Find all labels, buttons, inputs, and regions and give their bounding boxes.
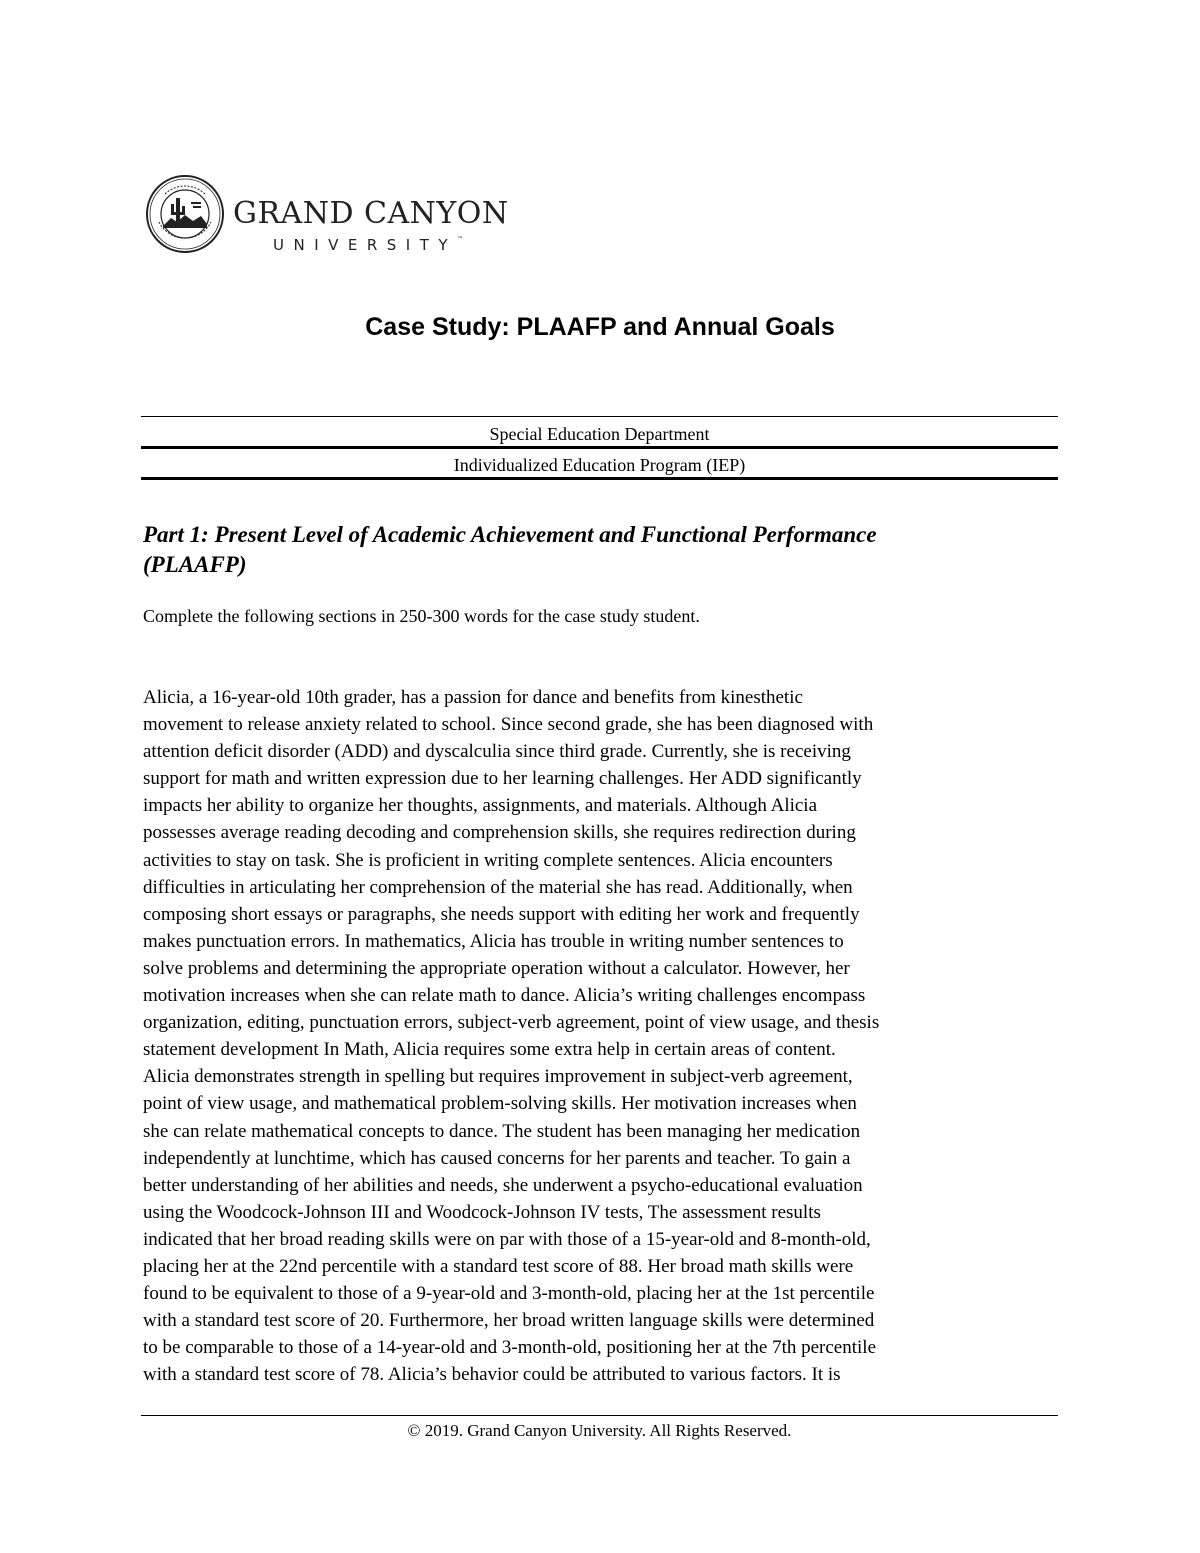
- department-line: Special Education Department: [489, 424, 710, 444]
- body-line: with a standard test score of 20. Furthermore, her broad written language skills were determined: [143, 1310, 875, 1332]
- document-title: Case Study: PLAAFP and Annual Goals: [365, 313, 835, 341]
- plaafp-body-text: [143, 684, 1073, 1388]
- body-line: statement development In Math, Alicia requires some extra help in certain areas of content.: [143, 1039, 836, 1061]
- body-line: Alicia, a 16-year-old 10th grader, has a passion for dance and benefits from kinesthetic: [143, 687, 803, 708]
- body-line: composing short essays or paragraphs, she needs support with editing her work and frequently: [143, 903, 860, 925]
- header-bottom-rule: [141, 477, 1058, 480]
- logo-wordmark: GRAND CANYON: [233, 196, 509, 231]
- body-line: independently at lunchtime, which has caused concerns for her parents and teacher. To gain a: [143, 1147, 851, 1169]
- body-line: support for math and written expression due to her learning challenges. Her ADD significantly: [143, 768, 862, 790]
- body-line: solve problems and determining the appropriate operation without a calculator. However, her: [143, 957, 850, 979]
- gcu-logo: [145, 174, 535, 264]
- part1-heading-line1: Part 1: Present Level of Academic Achievement and Functional Performance: [143, 522, 877, 547]
- copyright-footer: © 2019. Grand Canyon University. All Rights Reserved.: [407, 1421, 792, 1440]
- university-seal-icon: [145, 174, 225, 254]
- trademark-mark: ™: [457, 236, 464, 243]
- body-line: Alicia demonstrates strength in spelling but requires improvement in subject-verb agreement,: [143, 1066, 853, 1088]
- body-line: better understanding of her abilities and needs, she underwent a psycho-educational evaluation: [143, 1174, 863, 1196]
- body-line: she can relate mathematical concepts to dance. The student has been managing her medication: [143, 1120, 861, 1142]
- body-line: motivation increases when she can relate math to dance. Alicia’s writing challenges encompass: [143, 985, 866, 1007]
- logo-subtitle-text: UNIVERSITY: [273, 236, 458, 254]
- body-line: using the Woodcock-Johnson III and Woodcock-Johnson IV tests, The assessment results: [143, 1201, 821, 1223]
- body-line: organization, editing, punctuation errors, subject-verb agreement, point of view usage, and thesis: [143, 1012, 880, 1034]
- footer-rule: [141, 1415, 1058, 1416]
- part1-heading-line2: (PLAAFP): [143, 552, 247, 577]
- body-line: activities to stay on task. She is proficient in writing complete sentences. Alicia encounters: [143, 849, 833, 871]
- body-line: impacts her ability to organize her thoughts, assignments, and materials. Although Alicia: [143, 795, 818, 817]
- body-line: difficulties in articulating her comprehension of the material she has read. Additionally, when: [143, 876, 853, 898]
- body-line: placing her at the 22nd percentile with a standard test score of 88. Her broad math skills were: [143, 1255, 854, 1277]
- body-line: to be comparable to those of a 14-year-old and 3-month-old, positioning her at the 7th percentile: [143, 1337, 877, 1359]
- program-line: Individualized Education Program (IEP): [453, 455, 746, 475]
- header-middle-rule: [141, 446, 1058, 449]
- logo-subtitle: [273, 236, 463, 254]
- body-line: attention deficit disorder (ADD) and dyscalculia since third grade. Currently, she is receiving: [143, 741, 851, 763]
- body-line: possesses average reading decoding and comprehension skills, she requires redirection during: [143, 822, 856, 844]
- header-top-rule: [141, 416, 1058, 417]
- body-line: with a standard test score of 78. Alicia’s behavior could be attributed to various factors. It is: [143, 1364, 841, 1386]
- body-line: indicated that her broad reading skills were on par with those of a 15-year-old and 8-month-old,: [143, 1228, 871, 1250]
- body-line: movement to release anxiety related to school. Since second grade, she has been diagnosed with: [143, 714, 874, 736]
- body-line: point of view usage, and mathematical problem-solving skills. Her motivation increases when: [143, 1093, 857, 1115]
- body-line: makes punctuation errors. In mathematics, Alicia has trouble in writing number sentences to: [143, 930, 844, 952]
- part1-instructions: Complete the following sections in 250-300 words for the case study student.: [143, 606, 700, 626]
- body-line: found to be equivalent to those of a 9-year-old and 3-month-old, placing her at the 1st percentile: [143, 1283, 875, 1305]
- part1-heading: [143, 520, 1043, 580]
